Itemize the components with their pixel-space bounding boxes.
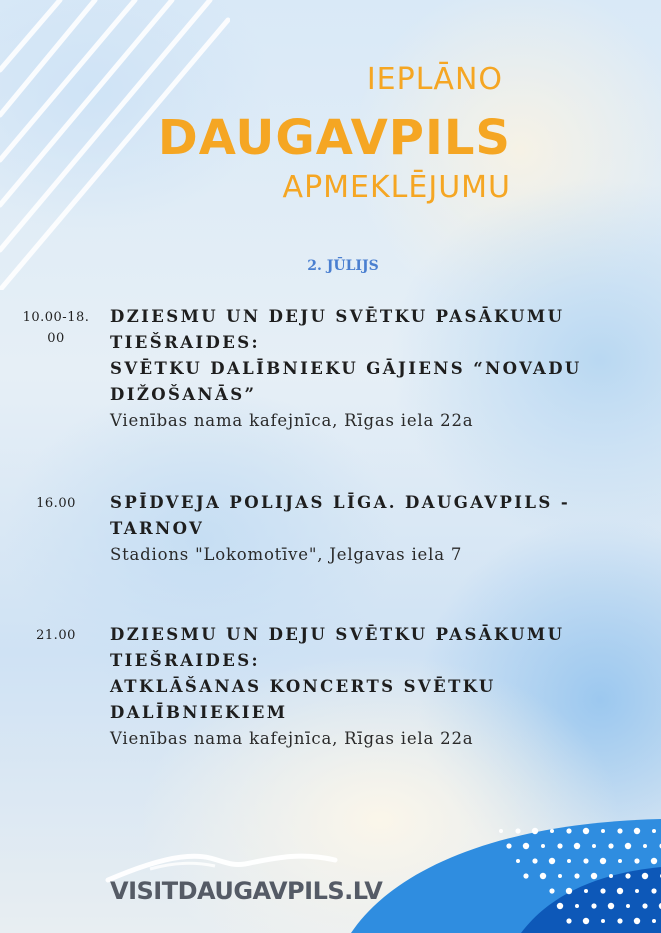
event-location: Vienības nama kafejnīca, Rīgas iela 22a (110, 411, 474, 430)
dot (515, 828, 520, 833)
dot (516, 859, 520, 863)
dot (591, 873, 597, 879)
dot (592, 844, 596, 848)
dot (557, 903, 563, 909)
dot (583, 828, 589, 834)
dot (532, 858, 537, 863)
event-time: 10.00-18. 00 (22, 310, 90, 346)
event-title-line: ATKLĀŠANAS KONCERTS SVĒTKU (110, 677, 496, 696)
dot (558, 874, 562, 878)
dot (583, 918, 589, 924)
dot (617, 918, 622, 923)
wave-corner-decoration (351, 813, 661, 933)
dot (617, 828, 622, 833)
dot (523, 843, 529, 849)
dot (651, 858, 657, 864)
event-title-line: TIEŠRAIDES: (110, 333, 261, 352)
dot (626, 904, 630, 908)
dot (617, 888, 623, 894)
dot (574, 873, 579, 878)
dot (499, 829, 503, 833)
event-title-line: TIEŠRAIDES: (110, 651, 261, 670)
event-title-line: DZIESMU UN DEJU SVĒTKU PASĀKUMU (110, 307, 565, 326)
dot (600, 858, 606, 864)
dot (600, 888, 605, 893)
dot (549, 858, 555, 864)
event-title-line: SPĪDVEJA POLIJAS LĪGA. DAUGAVPILS - (110, 493, 571, 512)
dot (550, 829, 554, 833)
dot (583, 858, 588, 863)
dot (591, 903, 596, 908)
dot (541, 844, 545, 848)
event-time: 16.00 (36, 496, 76, 511)
dot (574, 843, 580, 849)
dot (634, 828, 640, 834)
dot (549, 888, 554, 893)
dot (652, 829, 656, 833)
dot (566, 918, 571, 923)
dot (609, 874, 613, 878)
title-line-plan: IEPLĀNO (366, 62, 503, 97)
dot (642, 903, 647, 908)
dot (635, 889, 639, 893)
event-location: Stadions "Lokomotīve", Jelgavas iela 7 (110, 545, 463, 564)
event-title-line: DIŽOŠANĀS” (110, 385, 257, 404)
event-title-line: DZIESMU UN DEJU SVĒTKU PASĀKUMU (110, 625, 565, 644)
dot (540, 873, 546, 879)
event-title-line: TARNOV (110, 519, 205, 538)
dot (584, 889, 588, 893)
event-location: Vienības nama kafejnīca, Rīgas iela 22a (110, 729, 474, 748)
dot (575, 904, 579, 908)
dot (652, 919, 656, 923)
event-title-line: DALĪBNIEKIEM (110, 703, 288, 722)
dot (643, 844, 647, 848)
dot (608, 843, 613, 848)
event-date: 2. JŪLIJS (307, 258, 379, 274)
dot (625, 873, 630, 878)
event-time: 21.00 (36, 628, 76, 643)
dot (634, 918, 640, 924)
event-title-line: SVĒTKU DALĪBNIEKU GĀJIENS “NOVADU (110, 359, 582, 378)
dot (506, 843, 511, 848)
dot (601, 919, 605, 923)
title-city: DAUGAVPILS (157, 110, 511, 166)
dot (566, 828, 571, 833)
dot (566, 888, 572, 894)
site-logo: VISITDAUGAVPILS.LV (110, 877, 383, 905)
dot (532, 828, 538, 834)
dot (523, 873, 528, 878)
dot (567, 859, 571, 863)
dot (642, 873, 648, 879)
dot (601, 829, 605, 833)
dot (634, 858, 639, 863)
title-line-visit: APMEKLĒJUMU (282, 170, 511, 205)
dot (651, 888, 656, 893)
dot (618, 859, 622, 863)
dot (557, 843, 562, 848)
dot (625, 843, 631, 849)
dot (608, 903, 614, 909)
